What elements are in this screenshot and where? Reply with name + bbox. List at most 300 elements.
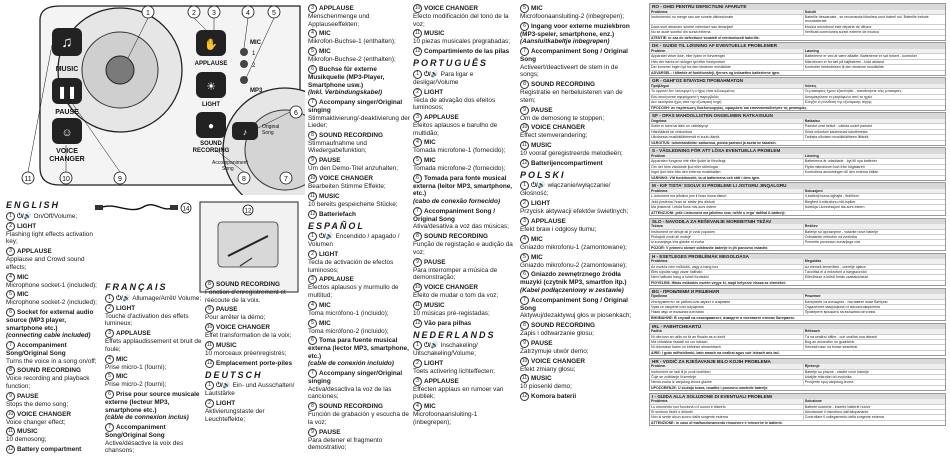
legend-note: (connecting cable included) xyxy=(6,332,91,340)
legend-label: LIGHT xyxy=(116,304,136,312)
legend-item xyxy=(308,301,411,318)
callout-number: 11 xyxy=(414,301,421,308)
header-cell: Težava xyxy=(651,224,663,229)
troubleshooting-tables xyxy=(649,3,946,428)
callout-number: 11 xyxy=(521,375,528,382)
column-francais-deutsch xyxy=(205,280,303,424)
callout-number: 9 xyxy=(205,305,214,314)
legend-label: LIGHT xyxy=(424,88,444,96)
troubleshooting-section xyxy=(649,42,946,76)
legend-item xyxy=(413,341,516,358)
legend-description: Turns the voice in a song on/off; xyxy=(6,357,97,365)
table-cell: Δεν ακούγεται ήχος από την εξωτερική πηγή xyxy=(651,100,722,105)
legend-item xyxy=(308,192,411,209)
legend-item xyxy=(308,29,411,46)
table-cell: Provjerite spoj vanjskog izvora xyxy=(803,380,945,384)
legend-item xyxy=(520,253,638,270)
table-header xyxy=(650,84,945,88)
legend-label: Battery compartment xyxy=(17,446,82,454)
legend-label: MUSIC xyxy=(424,30,445,38)
table-row xyxy=(650,53,945,58)
power-volume-icon: ⏻/🔊 xyxy=(216,382,231,390)
power-volume-icon: ⏻/🔊 xyxy=(531,182,546,190)
legend-item xyxy=(6,247,104,271)
legend-label: SOUND RECORDING xyxy=(319,132,383,140)
legend-label: Accompaniment Song/Original Song xyxy=(105,424,166,440)
table-row xyxy=(650,193,945,198)
troubleshooting-section xyxy=(649,323,946,357)
legend-label: PAUSE xyxy=(319,157,341,165)
callout-number: 8 xyxy=(520,80,529,89)
legend-item xyxy=(520,296,638,320)
legend-item xyxy=(413,258,516,282)
svg-text:SOUND: SOUND xyxy=(200,141,222,147)
svg-text:Song: Song xyxy=(222,166,234,172)
legend-label: MIC xyxy=(319,319,331,327)
troubleshooting-title: BG - ПРОБЛЕМИ И РЕШЕНИЯ xyxy=(650,289,945,295)
header-cell: Megoldás xyxy=(803,259,945,263)
svg-text:☀: ☀ xyxy=(206,81,216,93)
troubleshooting-title: SLO - NAVODILA ZA REŠEVANJE MOREBITNIH TEŽAV xyxy=(650,219,945,225)
legend-item xyxy=(6,308,104,340)
legend-item xyxy=(520,392,638,401)
legend-item xyxy=(6,341,104,365)
table-row xyxy=(650,374,945,379)
troubleshooting-section xyxy=(649,393,946,427)
legend-label: Toma para fuente musical externa (lector MP3, smartphone, etc.) xyxy=(308,337,409,360)
table-cell: Kontroller forbindelsen til den eksterne musikkilde xyxy=(803,65,945,69)
callout-number: 3 xyxy=(6,247,15,256)
legend-item xyxy=(6,290,104,307)
table-row xyxy=(650,379,945,384)
table-cell: Bateriile descarcate - se recomanda folosirea unor baterii noi. Bateriile trebuie reconsiderate xyxy=(803,15,945,24)
legend-item xyxy=(308,402,411,426)
header-cell: Probléma xyxy=(651,259,668,264)
callout-number: 3 xyxy=(413,377,422,386)
callout-number: 1 xyxy=(6,212,15,221)
table-cell: Preverite povezavo zunanjega vira xyxy=(803,240,945,244)
legend-item xyxy=(413,88,516,112)
legend-label: Gniazdo zewnętrznego źródła muzyki (czytnik MP3, smartfon itp.) xyxy=(520,271,627,287)
legend-item xyxy=(308,174,411,191)
legend-item xyxy=(308,250,411,274)
svg-text:7: 7 xyxy=(284,176,288,183)
callout-number: 4 xyxy=(520,235,529,244)
table-cell: Az elemek lemerültek - cserélje újakra xyxy=(803,265,945,269)
callout-number: 8 xyxy=(308,131,317,140)
callout-number: 2 xyxy=(413,88,422,97)
language-title: DEUTSCH xyxy=(205,369,263,380)
legend-label: MIC xyxy=(17,291,29,299)
svg-text:♫: ♫ xyxy=(61,34,73,51)
legend-item xyxy=(413,232,516,256)
callout-number: 6 xyxy=(520,270,529,279)
legend-description: Effecten applaus en rumoer van publiek; xyxy=(413,385,504,401)
legend-item xyxy=(6,392,104,409)
legend-label: VOICE CHANGER xyxy=(424,5,478,13)
callout-number: 9 xyxy=(6,392,15,401)
troubleshooting-section xyxy=(649,218,946,252)
callout-number: 11 xyxy=(7,428,14,435)
legend-label: Ingang voor externe muziekbron (MP3-speler, smartphone, enz.) xyxy=(520,22,630,38)
legend-item xyxy=(413,359,516,376)
legend-description: Função de registação e audição da voz; xyxy=(413,241,513,256)
callout-number: 8 xyxy=(308,402,317,411)
callout-number: 3 xyxy=(520,217,529,226)
table-row xyxy=(650,334,945,339)
legend-description: Activa/desactiva la voz de las canciones; xyxy=(308,385,392,401)
callout-number: 7 xyxy=(413,207,422,216)
table-cell: Jekk jinstema' ħoss ta' sfafar jew disturb xyxy=(651,199,715,204)
callout-number: 11 xyxy=(206,341,213,348)
legend-label: SOUND RECORDING xyxy=(319,403,383,411)
warning-note: AIRE: I gcás mífheidhmiú, bain amach na ceallraí agus cuir isteach arís iad. xyxy=(650,350,945,355)
legend-description: Toma micrófono-1 (incluido); xyxy=(308,309,389,317)
legend-note: (cabo de conexão fornecido) xyxy=(413,198,500,206)
callout-number: 10 xyxy=(309,175,316,182)
callout-number: 7 xyxy=(105,423,114,432)
legend-item xyxy=(205,323,303,340)
warning-note: ATTENZIONE: in caso di malfunzionamento rimuovere e reinserire le batterie. xyxy=(650,420,945,425)
legend-description: Aktywuj/dezaktywuj głos w piosenkach; xyxy=(520,312,632,320)
svg-text:VOICE: VOICE xyxy=(56,148,78,155)
callout-number: 12 xyxy=(7,446,14,453)
legend-item xyxy=(520,199,638,216)
legend-label: SOUND RECORDING xyxy=(17,367,81,375)
table-header xyxy=(650,399,945,403)
table-row xyxy=(650,134,945,139)
table-row xyxy=(650,158,945,163)
legend-item xyxy=(6,366,104,390)
legend-description: Pour arrêter la démo; xyxy=(205,314,266,322)
power-volume-icon: ⏻/🔊 xyxy=(17,212,32,220)
table-row xyxy=(650,299,945,304)
table-row xyxy=(650,239,945,244)
legend-label: Accompaniment Song / Original Song xyxy=(413,208,496,223)
legend-item xyxy=(413,4,516,28)
svg-text:APPLAUSE: APPLAUSE xyxy=(194,61,228,67)
callout-number: 12 xyxy=(206,359,213,366)
legend-label: MUSIC xyxy=(17,428,38,436)
legend-item xyxy=(6,445,104,454)
legend-label: Vão para pilhas xyxy=(424,319,472,327)
legend-description: Mikrofon-Buchse-2 (enthalten); xyxy=(308,56,396,64)
legend-item xyxy=(413,174,516,206)
table-row xyxy=(650,94,945,99)
callout-number: 10 xyxy=(414,283,421,290)
table-row xyxy=(650,169,945,174)
legend-item xyxy=(308,369,411,401)
legend-item xyxy=(308,319,411,336)
legend-description: Voice recording and playback function; xyxy=(6,375,90,391)
svg-text:1: 1 xyxy=(252,51,256,57)
table-cell: Siirrä mikrofoni kauemmas kaiuttimesta xyxy=(803,130,945,134)
legend-item xyxy=(308,232,411,249)
troubleshooting-section xyxy=(649,147,946,181)
legend-label: MIC xyxy=(531,235,543,243)
table-row xyxy=(650,404,945,409)
legend-description: Microphone socket-1 (included); xyxy=(6,281,97,289)
table-cell: Paristot ovat heikot - vaihda uudet paristot xyxy=(803,124,945,128)
legend-label: MIC xyxy=(424,157,436,165)
warning-note: ATENTIE: in caz de defectiune scoateti si reintroduceti bateriile. xyxy=(650,35,945,40)
troubleshooting-title: GR - ΟΔΗΓΟΣ ΕΠΙΛΥΣΗΣ ΠΡΟΒΛΗΜΑΤΩΝ xyxy=(650,78,945,84)
table-cell: Piskajoči zvoki ali motnje xyxy=(651,234,691,239)
legend-item xyxy=(413,156,516,173)
callout-number: 8 xyxy=(413,232,422,241)
legend-label: Accompany singer/Original singing xyxy=(308,99,403,114)
table-row xyxy=(650,339,945,344)
legend-item xyxy=(205,359,303,368)
callout-number: 8 xyxy=(6,366,15,375)
header-cell: Problem xyxy=(651,49,666,54)
callout-number: 4 xyxy=(413,402,422,411)
legend-label: MUSIC xyxy=(216,342,237,350)
callout-number: 12 xyxy=(521,159,528,166)
table-cell: Ma jinstema' l-ebda ħoss mis-sors estern xyxy=(651,205,717,210)
troubleshooting-title: S - VÄGLEDNING FÖR ATT LÖSA EVENTUELLA PROBLEM xyxy=(650,148,945,154)
legend-item xyxy=(105,304,203,328)
callout-number: 5 xyxy=(413,156,422,165)
legend-label: Batterijencompartiment xyxy=(531,160,603,168)
table-row xyxy=(650,164,945,169)
legend-label: MIC xyxy=(424,403,436,411)
mic-socket-2[interactable] xyxy=(240,60,248,68)
svg-text:5: 5 xyxy=(272,10,276,17)
legend-item xyxy=(105,372,203,389)
table-cell: Flytta mikrofonen bort från högtalaren xyxy=(803,165,945,169)
svg-text:2: 2 xyxy=(192,10,196,17)
legend-label: Accompany singer/Original singing xyxy=(308,370,403,386)
legend-item xyxy=(308,336,411,368)
callout-number: 11 xyxy=(309,192,316,199)
legend-item xyxy=(520,339,638,356)
power-volume-icon: ⏻/🔊 xyxy=(116,294,131,302)
legend-item xyxy=(308,131,411,155)
table-header xyxy=(650,10,945,14)
svg-text:10: 10 xyxy=(62,176,70,183)
legend-item xyxy=(105,329,203,353)
legend-label: APPLAUSE xyxy=(17,248,52,256)
header-cell: Problem xyxy=(651,154,666,159)
callout-number: 2 xyxy=(105,304,114,313)
legend-description: Bearbeiten Stimme Effekte; xyxy=(308,183,386,191)
table-cell: Iċċekkja l-konnessjoni tas-sors estern xyxy=(803,205,945,209)
legend-description: Effets applaudissement et bruit de foule; xyxy=(105,338,202,353)
callout-number: 5 xyxy=(520,253,529,262)
legend-description: włączanie/wyłączanie/ Głośność; xyxy=(520,182,611,198)
legend-item xyxy=(520,4,638,21)
legend-label: PAUSE xyxy=(216,306,238,314)
warning-note: ВНИМАНИЕ: В случай на неизправност, извадете и поставете отново батериите. xyxy=(650,315,945,320)
legend-item xyxy=(520,270,638,294)
legend-label: Buchse für externe Musikquelle (MP3-Player, Smartphone usw.) xyxy=(308,66,385,89)
legend-item xyxy=(520,235,638,252)
callout-number: 1 xyxy=(413,341,422,350)
svg-text:PAUSE: PAUSE xyxy=(55,109,79,116)
legend-item xyxy=(6,427,104,444)
table-cell: Instrumentul nu merge sau are sunete distorsionate xyxy=(651,15,734,19)
callout-number: 1 xyxy=(205,381,214,390)
svg-text:1: 1 xyxy=(146,10,150,17)
table-header xyxy=(650,329,945,333)
legend-item xyxy=(308,428,411,452)
callout-number: 3 xyxy=(308,4,317,13)
warning-note: VARNING: Vid funktionsfel, ta ut batterierna och sätt i dem igen. xyxy=(650,175,945,180)
callout-number: 10 xyxy=(414,5,421,11)
legend-label: APPLAUSE xyxy=(319,5,354,13)
callout-number: 12 xyxy=(414,48,421,55)
legend-description: Mikrofon-Buchse-1 (enthalten); xyxy=(308,38,396,46)
legend-description: Microfoonaansluiting-1 (inbegrepen); xyxy=(413,411,478,426)
legend-label: MIC xyxy=(319,301,331,309)
legend-item xyxy=(105,355,203,372)
legend-description: Stimmaktivierung/-deaktivierung der Lieder; xyxy=(308,114,410,130)
troubleshooting-title: DK - GUIDE TIL LØSNING AF EVENTUELLE PROBLEMER xyxy=(650,43,945,49)
table-cell: Apparaten fungerar inte eller ljudet är förvrängt xyxy=(651,159,726,164)
legend-label: PAUSE xyxy=(531,106,553,114)
legend-description: 10 vooraf geregistreerde melodieën; xyxy=(520,150,623,158)
callout-number: 5 xyxy=(520,4,529,13)
legend-label: VOICE CHANGER xyxy=(531,357,585,365)
table-row xyxy=(650,274,945,279)
header-cell: Problema xyxy=(651,9,668,14)
table-row xyxy=(650,64,945,69)
legend-label: SOUND RECORDING xyxy=(531,322,595,330)
header-cell: Rešitev xyxy=(803,224,945,228)
table-row xyxy=(650,409,945,414)
table-header xyxy=(650,224,945,228)
callout-number: 8 xyxy=(520,321,529,330)
table-cell: Απομακρύνετε το μικρόφωνο από το ηχείο xyxy=(803,95,945,99)
warning-note: UPOZORENJE: U slučaju kvara, izvadite i ponovno umetnite baterije. xyxy=(650,385,945,390)
table-cell: Nem hallható hang a külső forrásból xyxy=(651,275,709,280)
table-row xyxy=(650,29,945,34)
legend-item xyxy=(6,273,104,290)
table-row xyxy=(650,204,945,209)
table-row xyxy=(650,99,945,104)
header-cell: Réiteach xyxy=(803,329,945,333)
callout-number: 11 xyxy=(414,30,421,37)
table-row xyxy=(650,309,945,314)
table-cell: Az eszköz nem működik, vagy a hang torz xyxy=(651,264,719,269)
product-diagram xyxy=(0,0,305,195)
callout-number: 6 xyxy=(520,22,529,31)
volume-knob[interactable] xyxy=(106,56,134,84)
legend-item xyxy=(413,138,516,155)
legend-description: Encendido / apagado / Volumen xyxy=(308,233,400,249)
table-cell: Non si sente alcun suono dalla sorgente esterna xyxy=(651,415,728,420)
legend-description: Toma micrófono-2 (incluido); xyxy=(308,327,389,335)
table-header xyxy=(650,364,945,368)
legend-description: 10 músicas pré-registadas; xyxy=(413,309,490,317)
callout-number: 1 xyxy=(413,70,422,79)
table-cell: Controllare il collegamento della sorgente esterna xyxy=(803,415,945,419)
table-row xyxy=(650,14,945,24)
legend-label: LIGHT xyxy=(216,400,236,408)
legend-item xyxy=(205,341,303,358)
legend-label: APPLAUSE xyxy=(116,330,151,338)
table-cell: Το όργανο δεν λειτουργεί ή ο ήχος είναι αλλοιωμένος xyxy=(651,89,735,94)
legend-item xyxy=(520,181,638,198)
table-cell: Отдалечете микрофона от високоговорителя xyxy=(803,305,945,309)
legend-label: LIGHT xyxy=(424,360,444,368)
legend-description: On/Off/Volume; xyxy=(33,212,78,220)
table-row xyxy=(650,369,945,374)
callout-number: 6 xyxy=(413,174,422,183)
legend-item xyxy=(413,113,516,137)
legend-label: Tomada para fonte musical externa (leitor MP3, smartphone, etc.) xyxy=(413,175,513,198)
table-cell: Mikrofonen er for tæt på højttaleren - hold afstand xyxy=(803,60,945,64)
table-cell: Ní chloistear fuaim ón bhfoinse sheachtrach xyxy=(651,345,721,350)
table-row xyxy=(650,264,945,269)
callout-number: 5 xyxy=(308,47,317,56)
svg-text:14: 14 xyxy=(182,206,190,213)
legend-description: Active/désactive la voix des chansons; xyxy=(105,439,184,455)
legend-item xyxy=(308,98,411,130)
callout-number: 6 xyxy=(105,390,114,399)
table-cell: Ελέγξτε τη σύνδεση της εξωτερικής πηγής xyxy=(803,100,945,104)
svg-text:☺: ☺ xyxy=(61,127,73,139)
table-row xyxy=(650,229,945,234)
legend-label: MIC xyxy=(319,48,331,56)
header-cell: Problema xyxy=(651,399,668,404)
table-row xyxy=(650,24,945,29)
header-cell: Fadhb xyxy=(651,329,662,334)
callout-number: 7 xyxy=(520,47,529,56)
legend-description: Allumage/Arrêt/ Volume; xyxy=(132,294,202,302)
header-cell: Ratkaisu xyxy=(803,119,945,123)
column-francais xyxy=(105,280,203,456)
legend-label: Komora baterii xyxy=(531,393,577,401)
legend-item xyxy=(413,402,516,426)
legend-label: VOICE CHANGER xyxy=(531,124,585,132)
header-cell: Решение xyxy=(803,294,945,298)
legend-item xyxy=(413,283,516,300)
svg-text:12: 12 xyxy=(244,208,252,215)
header-cell: Проблем xyxy=(651,294,667,299)
callout-number: 3 xyxy=(413,113,422,122)
callout-number: 4 xyxy=(308,301,317,310)
legend-label: MIC xyxy=(17,273,29,281)
header-cell: Lösning xyxy=(803,154,945,158)
header-cell: Πρόβλημα xyxy=(651,84,669,89)
callout-number: 7 xyxy=(308,98,317,107)
warning-note: ATTENZJONI: jekk l-istrument ma jaħdimx sew, neħħi u erġa' daħħal il-batteriji. xyxy=(650,210,945,215)
legend-description: Voice changer effect; xyxy=(6,418,66,426)
legend-label: SOUND RECORDING xyxy=(424,233,488,241)
table-cell: Lo strumento non funziona o il suono è distorto xyxy=(651,404,726,409)
svg-text:6: 6 xyxy=(294,110,298,117)
table-cell: Soitin ei toimi tai ääni on vääristynyt xyxy=(651,124,709,129)
legend-note: (câble de connexion inclus) xyxy=(105,414,189,422)
table-cell: Nema zvuka iz vanjskog izvora glazbe xyxy=(651,380,712,385)
legend-label: SOUND RECORDING xyxy=(531,81,595,89)
legend-item xyxy=(520,47,638,79)
callout-number: 4 xyxy=(105,355,114,364)
callout-number: 1 xyxy=(105,294,114,303)
legend-item xyxy=(308,4,411,28)
table-cell: Tarkista ulkoisen musiikkilähteen liitäntä xyxy=(803,135,945,139)
legend-description: Microfoonaansluiting-2 (inbegrepen); xyxy=(520,13,625,20)
mp3-socket[interactable] xyxy=(240,76,248,84)
legend-description: Función de grabación y escucha de la voz; xyxy=(308,411,409,426)
svg-text:8: 8 xyxy=(242,176,246,183)
warning-note: FIGYELEM: Hibás működés esetén vegye ki, majd helyezze vissza az elemeket. xyxy=(650,280,945,285)
mic-socket-1[interactable] xyxy=(240,48,248,56)
troubleshooting-title: RO - GHID PENTRU DEFECTIUNI APARUTE xyxy=(650,4,945,10)
legend-description: Efecto modificación del tono de la voz; xyxy=(413,13,509,28)
